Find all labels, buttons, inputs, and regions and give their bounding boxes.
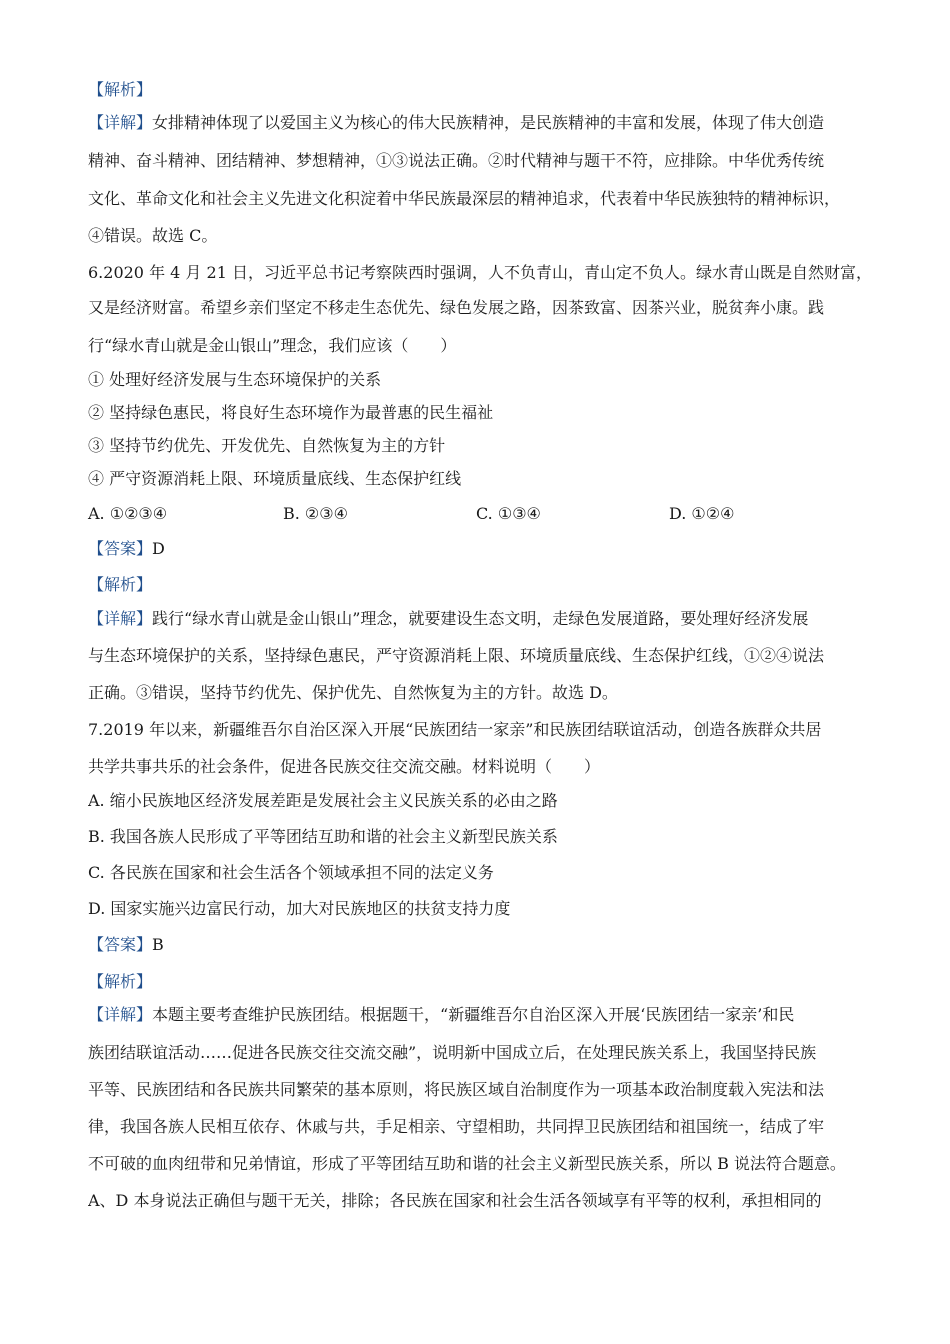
q7-answer — [88, 935, 878, 955]
q6-item: ② 坚持绿色惠民，将良好生态环境作为最普惠的民生福祉 — [88, 403, 494, 422]
q6-stem-line: 又是经济财富。希望乡亲们坚定不移走生态优先、绿色发展之路，因茶致富、因茶兴业，脱贫奔小康。践 — [88, 298, 825, 317]
q6-item: ④ 严守资源消耗上限、环境质量底线、生态保护红线 — [88, 469, 462, 488]
q6-detail-line: 与生态环境保护的关系，坚持绿色惠民，严守资源消耗上限、环境质量底线、生态保护红线，①②④说法 — [88, 646, 825, 665]
q6-detail-line: 正确。③错误，坚持节约优先、保护优先、自然恢复为主的方针。故选 D。 — [88, 683, 618, 702]
q5-detail-line: ④错误。故选 C。 — [88, 226, 218, 245]
analysis-tag: 【解析】 — [88, 575, 153, 594]
q7-detail-line — [88, 1005, 878, 1025]
q6-answer — [88, 539, 878, 559]
analysis-tag: 【解析】 — [88, 80, 153, 99]
answer-value: D — [152, 539, 165, 558]
q7-stem-line: 共学共事共乐的社会条件，促进各民族交往交流交融。材料说明（ ） — [88, 757, 601, 776]
q7-detail-line: 族团结联谊活动……促进各民族交往交流交融”，说明新中国成立后，在处理民族关系上，我国坚持民族 — [88, 1043, 817, 1062]
q6-option-d: D. ①②④ — [669, 504, 735, 523]
q5-detail-line: 文化、革命文化和社会主义先进文化积淀着中华民族最深层的精神追求，代表着中华民族独特的精神标识， — [88, 189, 841, 208]
q6-option-a: A. ①②③④ — [88, 504, 168, 523]
q6-stem-line: 6.2020 年 4 月 21 日，习近平总书记考察陕西时强调，人不负青山，青山定不负人。绿水青山既是自然财富， — [88, 263, 872, 282]
q7-detail-line: 不可破的血肉纽带和兄弟情谊，形成了平等团结互助和谐的社会主义新型民族关系，所以 B 说法符合题意。 — [88, 1154, 846, 1173]
q7-detail-line: 律，我国各族人民相互依存、休戚与共，手足相亲、守望相助，共同捍卫民族团结和祖国统一，结成了牢 — [88, 1117, 825, 1136]
q7-detail-line: 平等、民族团结和各民族共同繁荣的基本原则，将民族区域自治制度作为一项基本政治制度载入宪法和法 — [88, 1080, 825, 1099]
q7-option-d: D. 国家实施兴边富民行动，加大对民族地区的扶贫支持力度 — [88, 899, 511, 918]
q7-option-c: C. 各民族在国家和社会生活各个领域承担不同的法定义务 — [88, 863, 494, 882]
detail-tag: 【详解】 — [88, 113, 153, 132]
q5-detail-line: 精神、奋斗精神、团结精神、梦想精神，①③说法正确。②时代精神与题干不符，应排除。中华优秀传统 — [88, 151, 825, 170]
answer-tag: 【答案】 — [88, 935, 153, 954]
q5-analysis-heading — [88, 80, 878, 100]
q7-option-a: A. 缩小民族地区经济发展差距是发展社会主义民族关系的必由之路 — [88, 791, 558, 810]
detail-text: 女排精神体现了以爱国主义为核心的伟大民族精神，是民族精神的丰富和发展，体现了伟大创造 — [152, 113, 825, 132]
q6-item: ① 处理好经济发展与生态环境保护的关系 — [88, 370, 382, 389]
q7-option-b: B. 我国各族人民形成了平等团结互助和谐的社会主义新型民族关系 — [88, 827, 558, 846]
q6-detail-line — [88, 609, 878, 629]
q7-stem-line: 7.2019 年以来，新疆维吾尔自治区深入开展“民族团结一家亲”和民族团结联谊活动，创造各族群众共居 — [88, 720, 822, 739]
q5-detail-line — [88, 113, 878, 133]
q6-item: ③ 坚持节约优先、开发优先、自然恢复为主的方针 — [88, 436, 446, 455]
detail-tag: 【详解】 — [88, 1005, 153, 1024]
q6-option-c: C. ①③④ — [476, 504, 541, 523]
analysis-tag: 【解析】 — [88, 972, 153, 991]
answer-value: B — [152, 935, 164, 954]
detail-text: 践行“绿水青山就是金山银山”理念，就要建设生态文明，走绿色发展道路，要处理好经济发展 — [152, 609, 809, 628]
q7-detail-line: A、D 本身说法正确但与题干无关，排除；各民族在国家和社会生活各领域享有平等的权利，承担相同的 — [88, 1191, 822, 1210]
detail-text: 本题主要考查维护民族团结。根据题干，“新疆维吾尔自治区深入开展‘民族团结一家亲’和民 — [152, 1005, 795, 1024]
q6-option-b: B. ②③④ — [283, 504, 348, 523]
detail-tag: 【详解】 — [88, 609, 153, 628]
q6-stem-line: 行“绿水青山就是金山银山”理念，我们应该（ ） — [88, 336, 457, 355]
answer-tag: 【答案】 — [88, 539, 153, 558]
q7-analysis-heading — [88, 972, 878, 992]
q6-analysis-heading — [88, 575, 878, 595]
